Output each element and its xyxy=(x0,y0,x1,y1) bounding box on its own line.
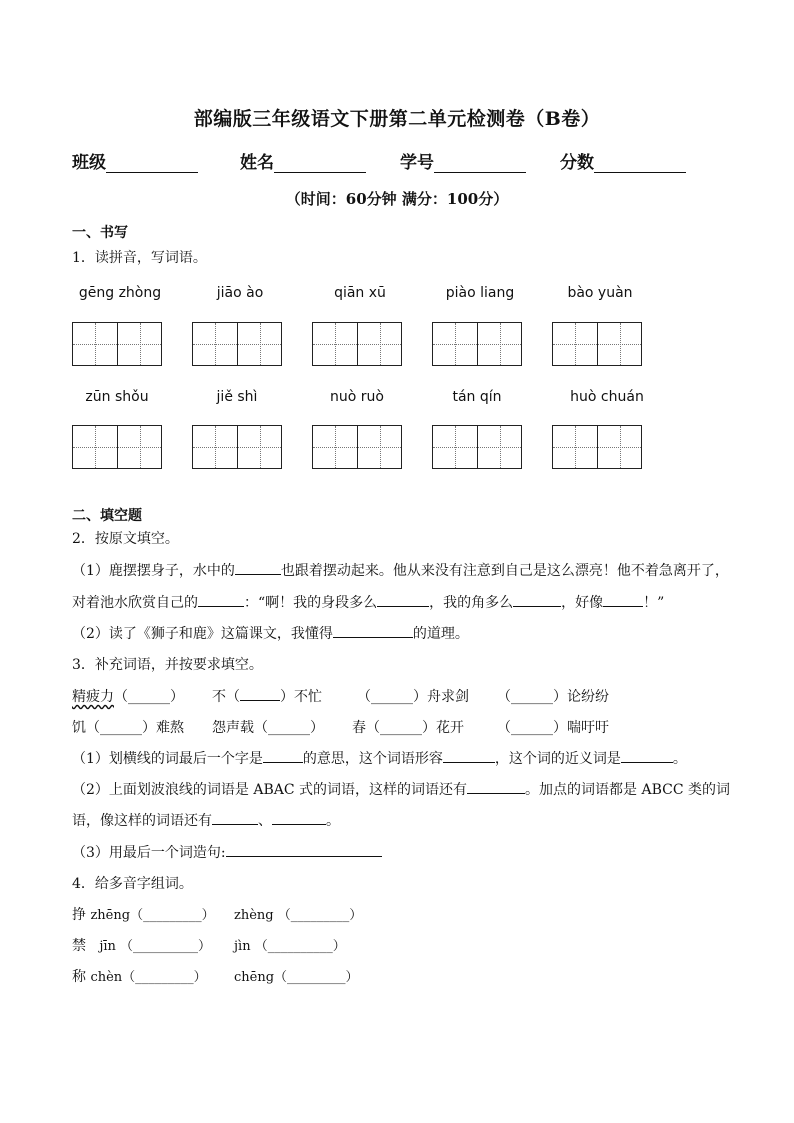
answer-blank[interactable] xyxy=(621,748,673,763)
poly-item[interactable]: chēng（_________） xyxy=(234,970,359,985)
writing-grid[interactable] xyxy=(72,425,162,469)
poly-item xyxy=(72,935,211,955)
writing-grid[interactable] xyxy=(312,425,402,469)
pinyin-label: huò chuán xyxy=(570,389,644,405)
number-field xyxy=(400,148,526,173)
answer-blank[interactable] xyxy=(240,686,280,701)
answer-blank[interactable] xyxy=(603,592,643,607)
q2-2-line xyxy=(72,623,469,643)
answer-blank[interactable] xyxy=(198,592,244,607)
pinyin-label: bào yuàn xyxy=(567,285,633,301)
word-item[interactable]: 怨声载（______） xyxy=(212,720,324,736)
writing-grid[interactable] xyxy=(552,322,642,366)
answer-blank[interactable] xyxy=(467,779,525,794)
pinyin-label: zūn shǒu xyxy=(85,389,149,405)
answer-blank[interactable] xyxy=(263,748,303,763)
poly-item[interactable]: zhèng （_________） xyxy=(234,908,363,923)
answer-blank[interactable] xyxy=(212,810,258,825)
q2-1-text: ，好像 xyxy=(561,595,604,611)
score-field xyxy=(560,148,686,173)
name-blank[interactable] xyxy=(274,154,366,173)
answer-blank[interactable] xyxy=(513,592,561,607)
poly-char: 禁 xyxy=(72,938,86,954)
word-text: 不（ xyxy=(212,689,240,705)
question-1: 1．读拼音，写词语。 xyxy=(72,250,207,266)
q2-2-text: （2）读了《狮子和鹿》这篇课文，我懂得 xyxy=(72,626,333,642)
q3-2-text: 。 xyxy=(326,813,340,829)
writing-grid[interactable] xyxy=(432,322,522,366)
pinyin-label: gēng zhòng xyxy=(78,285,162,301)
section-heading-writing: 一、书写 xyxy=(72,225,128,241)
q3-2-text: （2）上面划波浪线的词语是 ABAC 式的词语，这样的词语还有 xyxy=(72,782,468,798)
q2-1-text: ：“啊！我的身段多么 xyxy=(244,595,378,611)
q2-2-text: 的道理。 xyxy=(412,626,469,642)
writing-grid[interactable] xyxy=(432,425,522,469)
q2-1-text: ！” xyxy=(643,595,665,611)
q3-3-line xyxy=(72,842,382,862)
page-title: 部编版三年级语文下册第二单元检测卷（B卷） xyxy=(193,108,601,130)
q3-2-line2 xyxy=(72,810,340,830)
poly-char: 称 xyxy=(72,969,86,985)
q3-2-text: 语，像这样的词语还有 xyxy=(72,813,212,829)
answer-blank[interactable] xyxy=(226,842,382,857)
number-label: 学号 xyxy=(400,153,434,173)
answer-blank[interactable] xyxy=(377,592,429,607)
class-field xyxy=(72,148,198,173)
score-blank[interactable] xyxy=(594,154,686,173)
pinyin-label: nuò ruò xyxy=(330,389,384,405)
poly-blank[interactable]: jīn （__________） xyxy=(99,939,212,954)
class-label: 班级 xyxy=(72,153,106,173)
writing-grid[interactable] xyxy=(552,425,642,469)
pinyin-label: jiāo ào xyxy=(216,285,264,301)
question-4: 4．给多音字组词。 xyxy=(72,876,193,892)
answer-blank[interactable] xyxy=(333,623,413,638)
poly-item xyxy=(72,904,215,924)
poly-blank[interactable]: chèn（_________） xyxy=(90,970,207,985)
q3-2-text: 、 xyxy=(258,813,272,829)
q3-2-line1 xyxy=(72,779,730,799)
question-3: 3．补充词语，并按要求填空。 xyxy=(72,657,263,673)
writing-grid[interactable] xyxy=(72,322,162,366)
q3-1-text: （1）划横线的词最后一个字是 xyxy=(72,751,263,767)
pinyin-label: jiě shì xyxy=(216,389,258,405)
section-heading-fill: 二、填空题 xyxy=(72,508,142,524)
pinyin-label: qiān xū xyxy=(334,285,386,301)
word-blank-text[interactable]: （______） xyxy=(114,689,184,705)
poly-item[interactable]: jìn （__________） xyxy=(234,939,346,954)
q2-1-text: 对着池水欣赏自己的 xyxy=(72,595,198,611)
poly-blank[interactable]: zhēng（_________） xyxy=(90,908,215,923)
name-field xyxy=(240,148,366,173)
q2-1-line2 xyxy=(72,592,664,612)
word-item[interactable]: 饥（______）难熬 xyxy=(72,720,184,736)
question-2: 2．按原文填空。 xyxy=(72,531,179,547)
q2-1-text: 也跟着摆动起来。他从来没有注意到自己是这么漂亮！他不着急离开了， xyxy=(280,563,729,579)
word-item[interactable]: （______）喘吁吁 xyxy=(497,720,609,736)
wavy-word: 精疲力 xyxy=(72,689,114,705)
pinyin-label: tán qín xyxy=(452,389,502,405)
q3-1-text: ，这个词的近义词是 xyxy=(494,751,621,767)
q3-1-text: 的意思，这个词语形容 xyxy=(302,751,443,767)
q3-2-text: 。加点的词语都是 ABCC 类的词 xyxy=(525,782,731,798)
pinyin-label: piào liang xyxy=(445,285,515,301)
writing-grid[interactable] xyxy=(192,322,282,366)
number-blank[interactable] xyxy=(434,154,526,173)
poly-char: 挣 xyxy=(72,907,86,923)
q3-1-line xyxy=(72,748,687,768)
q3-1-text: 。 xyxy=(672,751,687,767)
word-item[interactable]: 春（______）花开 xyxy=(352,720,464,736)
writing-grid[interactable] xyxy=(192,425,282,469)
q2-1-line1 xyxy=(72,560,729,580)
score-label: 分数 xyxy=(560,153,594,173)
writing-grid[interactable] xyxy=(312,322,402,366)
poly-item xyxy=(72,966,207,986)
word-item[interactable]: （______）论纷纷 xyxy=(497,689,609,705)
q2-1-text: ，我的角多么 xyxy=(429,595,514,611)
word-item xyxy=(212,686,322,706)
name-label: 姓名 xyxy=(240,153,274,173)
answer-blank[interactable] xyxy=(235,560,281,575)
time-score-line: （时间：60分钟 满分：100分） xyxy=(285,190,509,208)
answer-blank[interactable] xyxy=(272,810,326,825)
answer-blank[interactable] xyxy=(443,748,495,763)
q3-3-text: （3）用最后一个词造句: xyxy=(72,845,226,861)
q2-1-text: （1）鹿摆摆身子，水中的 xyxy=(72,563,235,579)
word-text: ）不忙 xyxy=(280,689,322,705)
word-item xyxy=(72,686,184,706)
class-blank[interactable] xyxy=(106,154,198,173)
word-item[interactable]: （______）舟求剑 xyxy=(357,689,469,705)
